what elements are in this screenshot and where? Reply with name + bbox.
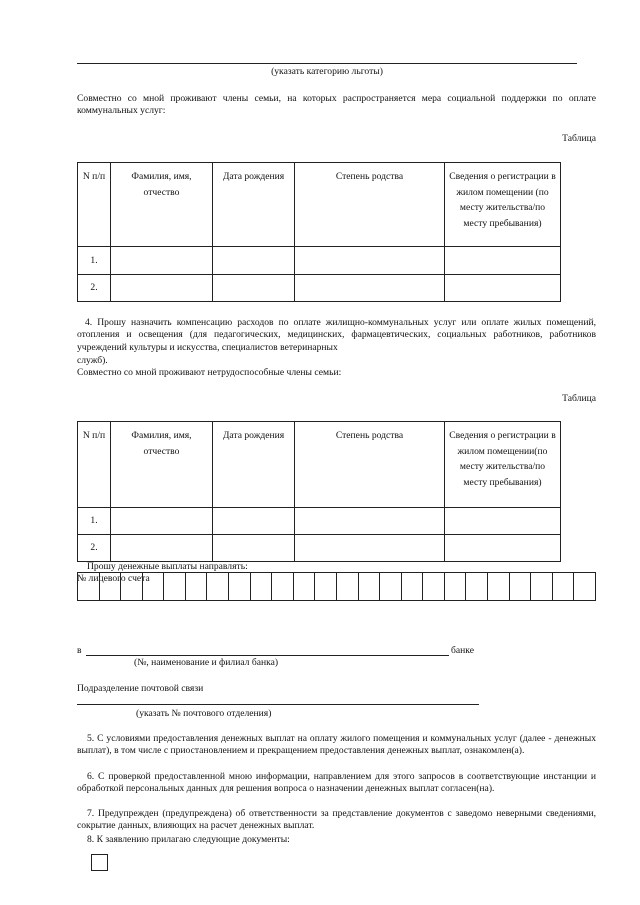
header-full-name: Фамилия, имя, отчество: [111, 163, 213, 247]
document-checkbox[interactable]: [91, 854, 108, 871]
family-members-text: Совместно со мной проживают члены семьи, на которых распространяется мера социальной поддержки по оплате коммунальных услуг:: [77, 93, 596, 117]
account-digit-box[interactable]: [164, 573, 186, 600]
bank-suffix: банке: [451, 645, 474, 656]
row-cell-registration[interactable]: [445, 508, 561, 535]
family-members-table: [77, 162, 561, 302]
account-digit-box[interactable]: [251, 573, 273, 600]
category-line[interactable]: [77, 63, 577, 64]
row-cell-name[interactable]: [111, 247, 213, 275]
item-8-text: 8. К заявлению прилагаю следующие документы:: [87, 834, 290, 845]
account-digit-box[interactable]: [488, 573, 510, 600]
account-number-boxes: [77, 572, 596, 601]
bank-caption: (№, наименование и филиал банка): [134, 657, 279, 668]
row-cell-name[interactable]: [111, 275, 213, 302]
account-digit-box[interactable]: [186, 573, 208, 600]
section-4-body: 4. Прошу назначить компенсацию расходов по оплате жилищно-коммунальных услуг или оплате жилых помещений, отопления и освещения (для педагогических, медицинских, фармацевтических, социальных работников, работников учреждений культуры и искусства, специалистов ветеринарных: [77, 317, 596, 353]
header-full-name: Фамилия, имя, отчество: [111, 422, 213, 508]
table-row: [78, 535, 561, 562]
account-digit-box[interactable]: [574, 573, 595, 600]
category-caption: (указать категорию льготы): [271, 66, 383, 77]
account-digit-box[interactable]: [402, 573, 424, 600]
item-5-text: [77, 733, 596, 758]
account-digit-box[interactable]: [315, 573, 337, 600]
table-row: [78, 247, 561, 275]
account-digit-box[interactable]: [380, 573, 402, 600]
account-digit-box[interactable]: [445, 573, 467, 600]
account-digit-box[interactable]: [100, 573, 122, 600]
row-cell-birth-date[interactable]: [213, 247, 295, 275]
post-office-caption: (указать № почтового отделения): [136, 708, 272, 719]
account-digit-box[interactable]: [294, 573, 316, 600]
account-digit-box[interactable]: [510, 573, 532, 600]
section-4-text-end: служб).: [77, 355, 108, 366]
header-registration: Сведения о регистрации в жилом помещении (по месту жительства/по месту пребывания): [445, 163, 561, 247]
header-registration: Сведения о регистрации в жилом помещении(по месту жительства/по месту пребывания): [445, 422, 561, 508]
bank-prefix: в: [77, 645, 82, 656]
row-cell-relationship[interactable]: [295, 535, 445, 562]
header-birth-date: Дата рождения: [213, 163, 295, 247]
account-digit-box[interactable]: [337, 573, 359, 600]
table-row: [78, 508, 561, 535]
disabled-family-table: [77, 421, 561, 562]
row-number: 1.: [78, 247, 111, 275]
payment-intro: Прошу денежные выплаты направлять:: [87, 561, 248, 572]
header-relationship: Степень родства: [295, 163, 445, 247]
account-digit-box[interactable]: [121, 573, 143, 600]
account-digit-box[interactable]: [143, 573, 165, 600]
item-6-body: 6. С проверкой предоставленной мною информации, направлением для этого запросов в соответствующие инстанции и обработкой персональных данных для решения вопроса о назначении денежных выплат согласен(на).: [77, 771, 596, 795]
table-label-1: Таблица: [562, 133, 596, 144]
post-office-label: Подразделение почтовой связи: [77, 683, 204, 694]
row-cell-registration[interactable]: [445, 247, 561, 275]
row-cell-relationship[interactable]: [295, 508, 445, 535]
row-cell-name[interactable]: [111, 508, 213, 535]
account-digit-box[interactable]: [466, 573, 488, 600]
account-label-visible: № лицевого счета: [77, 573, 150, 584]
header-number: N п/п: [78, 422, 111, 508]
row-cell-birth-date[interactable]: [213, 508, 295, 535]
header-number: N п/п: [78, 163, 111, 247]
row-cell-registration[interactable]: [445, 275, 561, 302]
account-digit-box[interactable]: [423, 573, 445, 600]
item-5-body: 5. С условиями предоставления денежных выплат на оплату жилого помещения и коммунальных услуг (далее - денежных выплат), в том числе с приостановлением и прекращением предоставления денежных выплат, ознакомлен(а).: [77, 733, 596, 757]
account-digit-box[interactable]: [78, 573, 100, 600]
account-digit-box[interactable]: [553, 573, 575, 600]
row-cell-registration[interactable]: [445, 535, 561, 562]
account-digit-box[interactable]: [207, 573, 229, 600]
row-cell-relationship[interactable]: [295, 275, 445, 302]
row-cell-birth-date[interactable]: [213, 535, 295, 562]
item-7-body: 7. Предупрежден (предупреждена) об ответственности за представление документов с заведомо неверными сведениями, сокрытие данных, влияющих на расчет денежных выплат.: [77, 808, 596, 832]
row-cell-name[interactable]: [111, 535, 213, 562]
row-number: 1.: [78, 508, 111, 535]
bank-line[interactable]: [86, 655, 449, 656]
row-number: 2.: [78, 535, 111, 562]
header-birth-date: Дата рождения: [213, 422, 295, 508]
account-digit-box[interactable]: [272, 573, 294, 600]
header-relationship: Степень родства: [295, 422, 445, 508]
row-cell-relationship[interactable]: [295, 247, 445, 275]
item-6-text: [77, 771, 596, 796]
item-7-text: [77, 808, 596, 833]
disabled-family-text: Совместно со мной проживают нетрудоспособные члены семьи:: [77, 367, 342, 378]
row-cell-birth-date[interactable]: [213, 275, 295, 302]
account-digit-box[interactable]: [531, 573, 553, 600]
row-number: 2.: [78, 275, 111, 302]
post-office-line[interactable]: [77, 704, 479, 705]
account-digit-box[interactable]: [359, 573, 381, 600]
table-label-2: Таблица: [562, 393, 596, 404]
account-digit-box[interactable]: [229, 573, 251, 600]
table-row: [78, 275, 561, 302]
section-4-text: [77, 317, 596, 354]
